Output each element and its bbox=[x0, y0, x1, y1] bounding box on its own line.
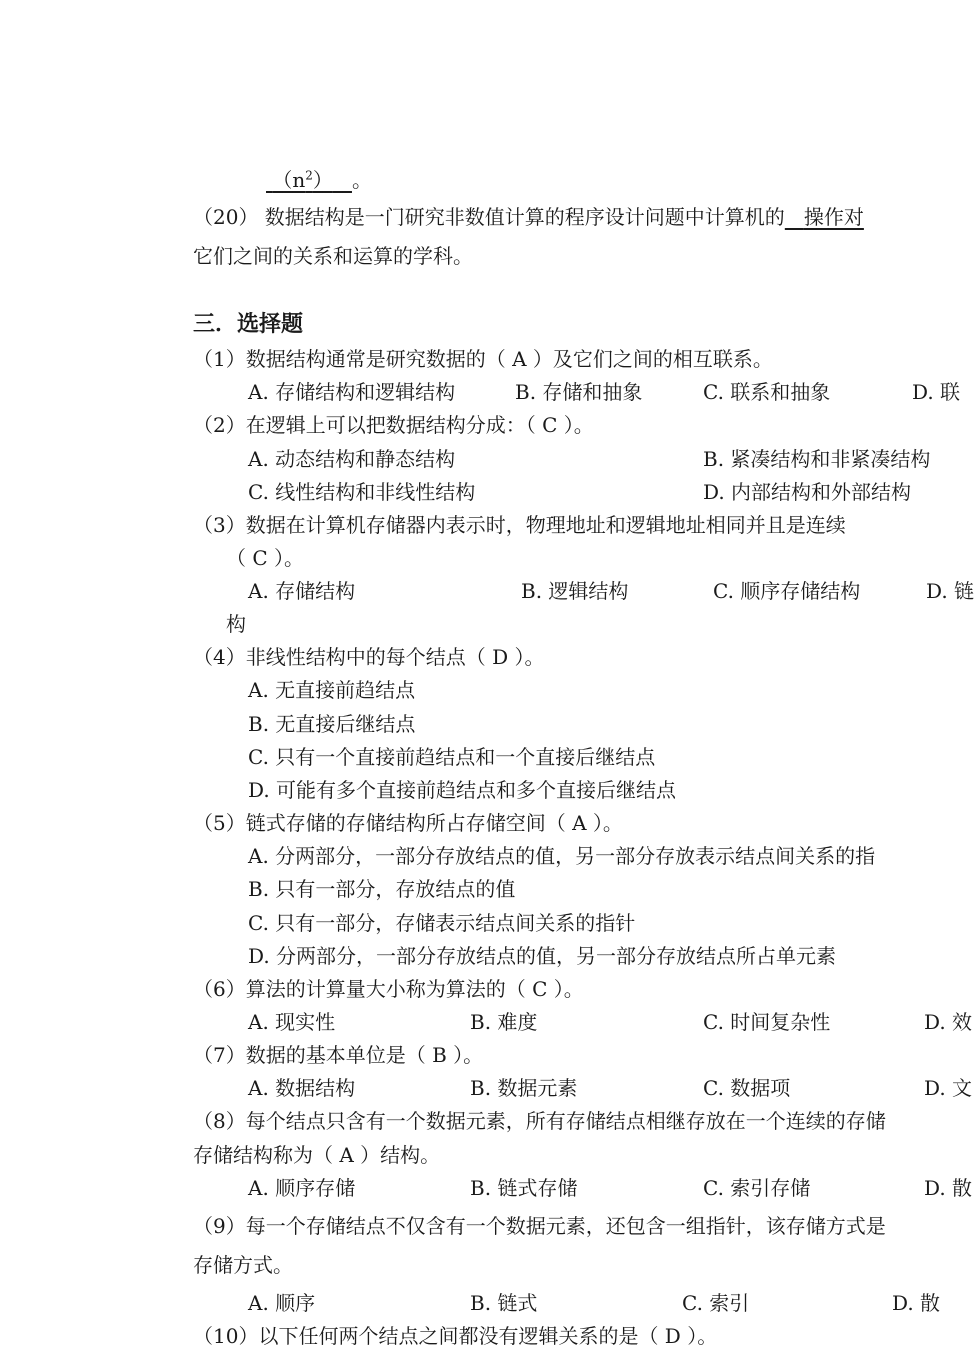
q8-stem-cont: 存储结构称为（ A ）结构。 bbox=[193, 1143, 441, 1167]
q2-option-d: D. 内部结构和外部结构 bbox=[703, 480, 912, 504]
q2-option-a: A. 动态结构和静态结构 bbox=[248, 447, 456, 471]
q20-blank-answer: 操作对 bbox=[803, 205, 864, 229]
q2-option-b: B. 紧凑结构和非紧凑结构 bbox=[703, 447, 931, 471]
q3-stem: （3）数据在计算机存储器内表示时，物理地址和逻辑地址相同并且是连续 bbox=[193, 513, 846, 537]
q5-stem: （5）链式存储的存储结构所占存储空间（ A ）。 bbox=[193, 811, 623, 835]
q20-line2: 它们之间的关系和运算的学科。 bbox=[193, 244, 473, 268]
q8-option-d: D. 散 bbox=[924, 1176, 973, 1200]
answer-text: （n bbox=[272, 168, 306, 192]
q7-option-a: A. 数据结构 bbox=[248, 1076, 356, 1100]
q1-option-a: A. 存储结构和逻辑结构 bbox=[248, 380, 456, 404]
q6-option-a: A. 现实性 bbox=[248, 1010, 336, 1034]
answer-period: 。 bbox=[351, 168, 372, 192]
q6-stem: （6）算法的计算量大小称为算法的（ C ）。 bbox=[193, 977, 584, 1001]
section-title: 三．选择题 bbox=[193, 312, 304, 337]
q9-option-b: B. 链式 bbox=[470, 1291, 538, 1315]
q7-option-b: B. 数据元素 bbox=[470, 1076, 578, 1100]
q4-stem: （4）非线性结构中的每个结点（ D ）。 bbox=[193, 645, 545, 669]
q6-option-c: C. 时间复杂性 bbox=[703, 1010, 831, 1034]
answer-text-close: ） bbox=[312, 168, 333, 192]
q9-stem-cont: 存储方式。 bbox=[193, 1253, 293, 1277]
q7-stem: （7）数据的基本单位是（ B ）。 bbox=[193, 1043, 484, 1067]
q3-option-b: B. 逻辑结构 bbox=[521, 579, 629, 603]
q1-option-c: C. 联系和抽象 bbox=[703, 380, 831, 404]
q9-stem: （9）每一个存储结点不仅含有一个数据元素，还包含一组指针，该存储方式是 bbox=[193, 1214, 886, 1238]
q8-option-c: C. 索引存储 bbox=[703, 1176, 811, 1200]
q20-line1 bbox=[193, 207, 864, 227]
q3-option-d: D. 链 bbox=[926, 579, 974, 603]
q7-option-d: D. 文 bbox=[924, 1076, 973, 1100]
q6-option-d: D. 效 bbox=[924, 1010, 973, 1034]
q1-option-d: D. 联 bbox=[912, 380, 961, 404]
q9-option-c: C. 索引 bbox=[682, 1291, 750, 1315]
q8-option-a: A. 顺序存储 bbox=[248, 1176, 356, 1200]
q3-option-d-cont: 构 bbox=[226, 612, 246, 636]
answer-superscript: 2 bbox=[305, 168, 313, 183]
q4-option-a: A. 无直接前趋结点 bbox=[248, 678, 416, 702]
q3-option-a: A. 存储结构 bbox=[248, 579, 356, 603]
q20-text: （20） 数据结构是一门研究非数值计算的程序设计问题中计算机的 bbox=[193, 205, 785, 229]
q1-stem: （1）数据结构通常是研究数据的（ A ）及它们之间的相互联系。 bbox=[193, 347, 773, 371]
q10-stem: （10）以下任何两个结点之间都没有逻辑关系的是（ D ）。 bbox=[193, 1324, 718, 1348]
q3-stem-cont: （ C ）。 bbox=[226, 546, 305, 570]
q8-option-b: B. 链式存储 bbox=[470, 1176, 578, 1200]
q5-option-b: B. 只有一部分，存放结点的值 bbox=[248, 877, 516, 901]
q2-option-c: C. 线性结构和非线性结构 bbox=[248, 480, 476, 504]
q9-option-d: D. 散 bbox=[892, 1291, 941, 1315]
q5-option-a: A. 分两部分，一部分存放结点的值，另一部分存放表示结点间关系的指 bbox=[248, 844, 876, 868]
q5-option-d: D. 分两部分，一部分存放结点的值，另一部分存放结点所占单元素 bbox=[248, 944, 837, 968]
q5-option-c: C. 只有一部分，存储表示结点间关系的指针 bbox=[248, 911, 636, 935]
q1-option-b: B. 存储和抽象 bbox=[515, 380, 643, 404]
q4-option-c: C. 只有一个直接前趋结点和一个直接后继结点 bbox=[248, 745, 656, 769]
q7-option-c: C. 数据项 bbox=[703, 1076, 791, 1100]
q4-option-d: D. 可能有多个直接前趋结点和多个直接后继结点 bbox=[248, 778, 677, 802]
q3-option-c: C. 顺序存储结构 bbox=[713, 579, 861, 603]
q6-option-b: B. 难度 bbox=[470, 1010, 538, 1034]
q9-option-a: A. 顺序 bbox=[248, 1291, 316, 1315]
q8-stem: （8）每个结点只含有一个数据元素，所有存储结点相继存放在一个连续的存储 bbox=[193, 1109, 886, 1133]
q2-stem: （2）在逻辑上可以把数据结构分成：（ C ）。 bbox=[193, 413, 594, 437]
q4-option-b: B. 无直接后继结点 bbox=[248, 712, 416, 736]
previous-answer bbox=[266, 170, 372, 190]
